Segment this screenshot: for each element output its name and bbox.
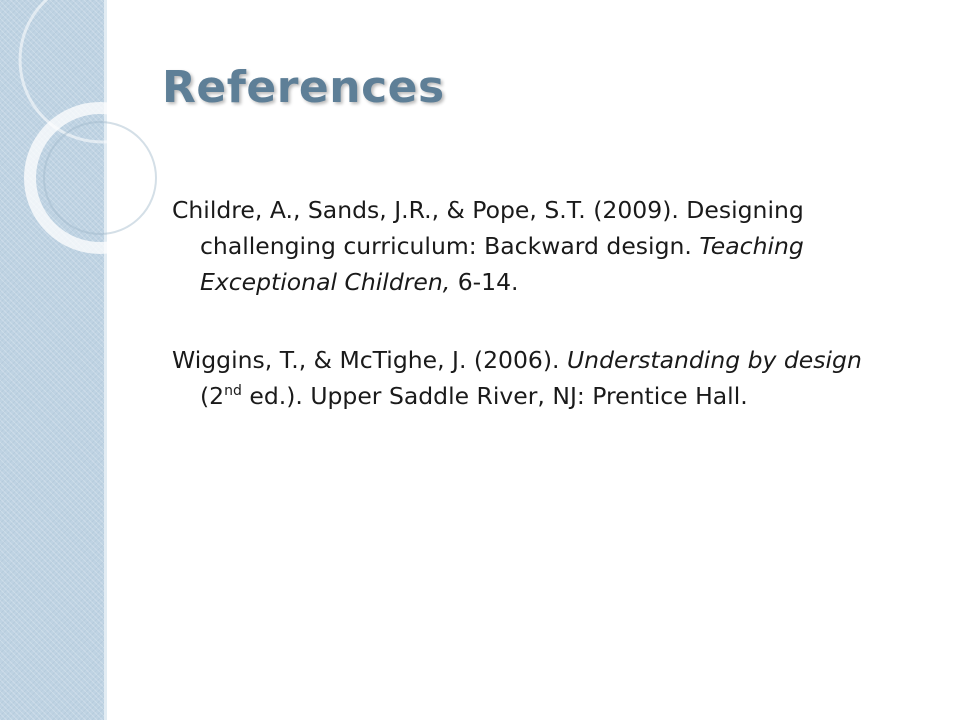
reference-authors: Wiggins, T., & McTighe, J. (2006). xyxy=(172,346,567,374)
reference-edition-prefix: (2 xyxy=(200,382,225,410)
reference-entry-childre xyxy=(172,192,872,300)
decorative-ring-small xyxy=(44,122,156,234)
reference-authors: Childre, A., Sands, J.R., & Pope, S.T. (2009). Designing challenging curriculum: Backward design. xyxy=(172,196,804,260)
reference-list xyxy=(172,192,872,456)
reference-publisher: ed.). Upper Saddle River, NJ: Prentice Hall. xyxy=(241,382,748,410)
decorative-ring-medium xyxy=(30,108,170,248)
reference-entry-wiggins xyxy=(172,342,872,414)
reference-journal: Teaching Exceptional Children, xyxy=(200,232,804,296)
reference-pages: 6-14. xyxy=(450,268,519,296)
decorative-ring-large xyxy=(20,0,184,142)
reference-edition-superscript: nd xyxy=(224,383,242,400)
reference-book-title: Understanding by design xyxy=(566,346,862,374)
slide-title: References xyxy=(162,62,445,113)
decorative-rings-icon xyxy=(0,0,200,260)
